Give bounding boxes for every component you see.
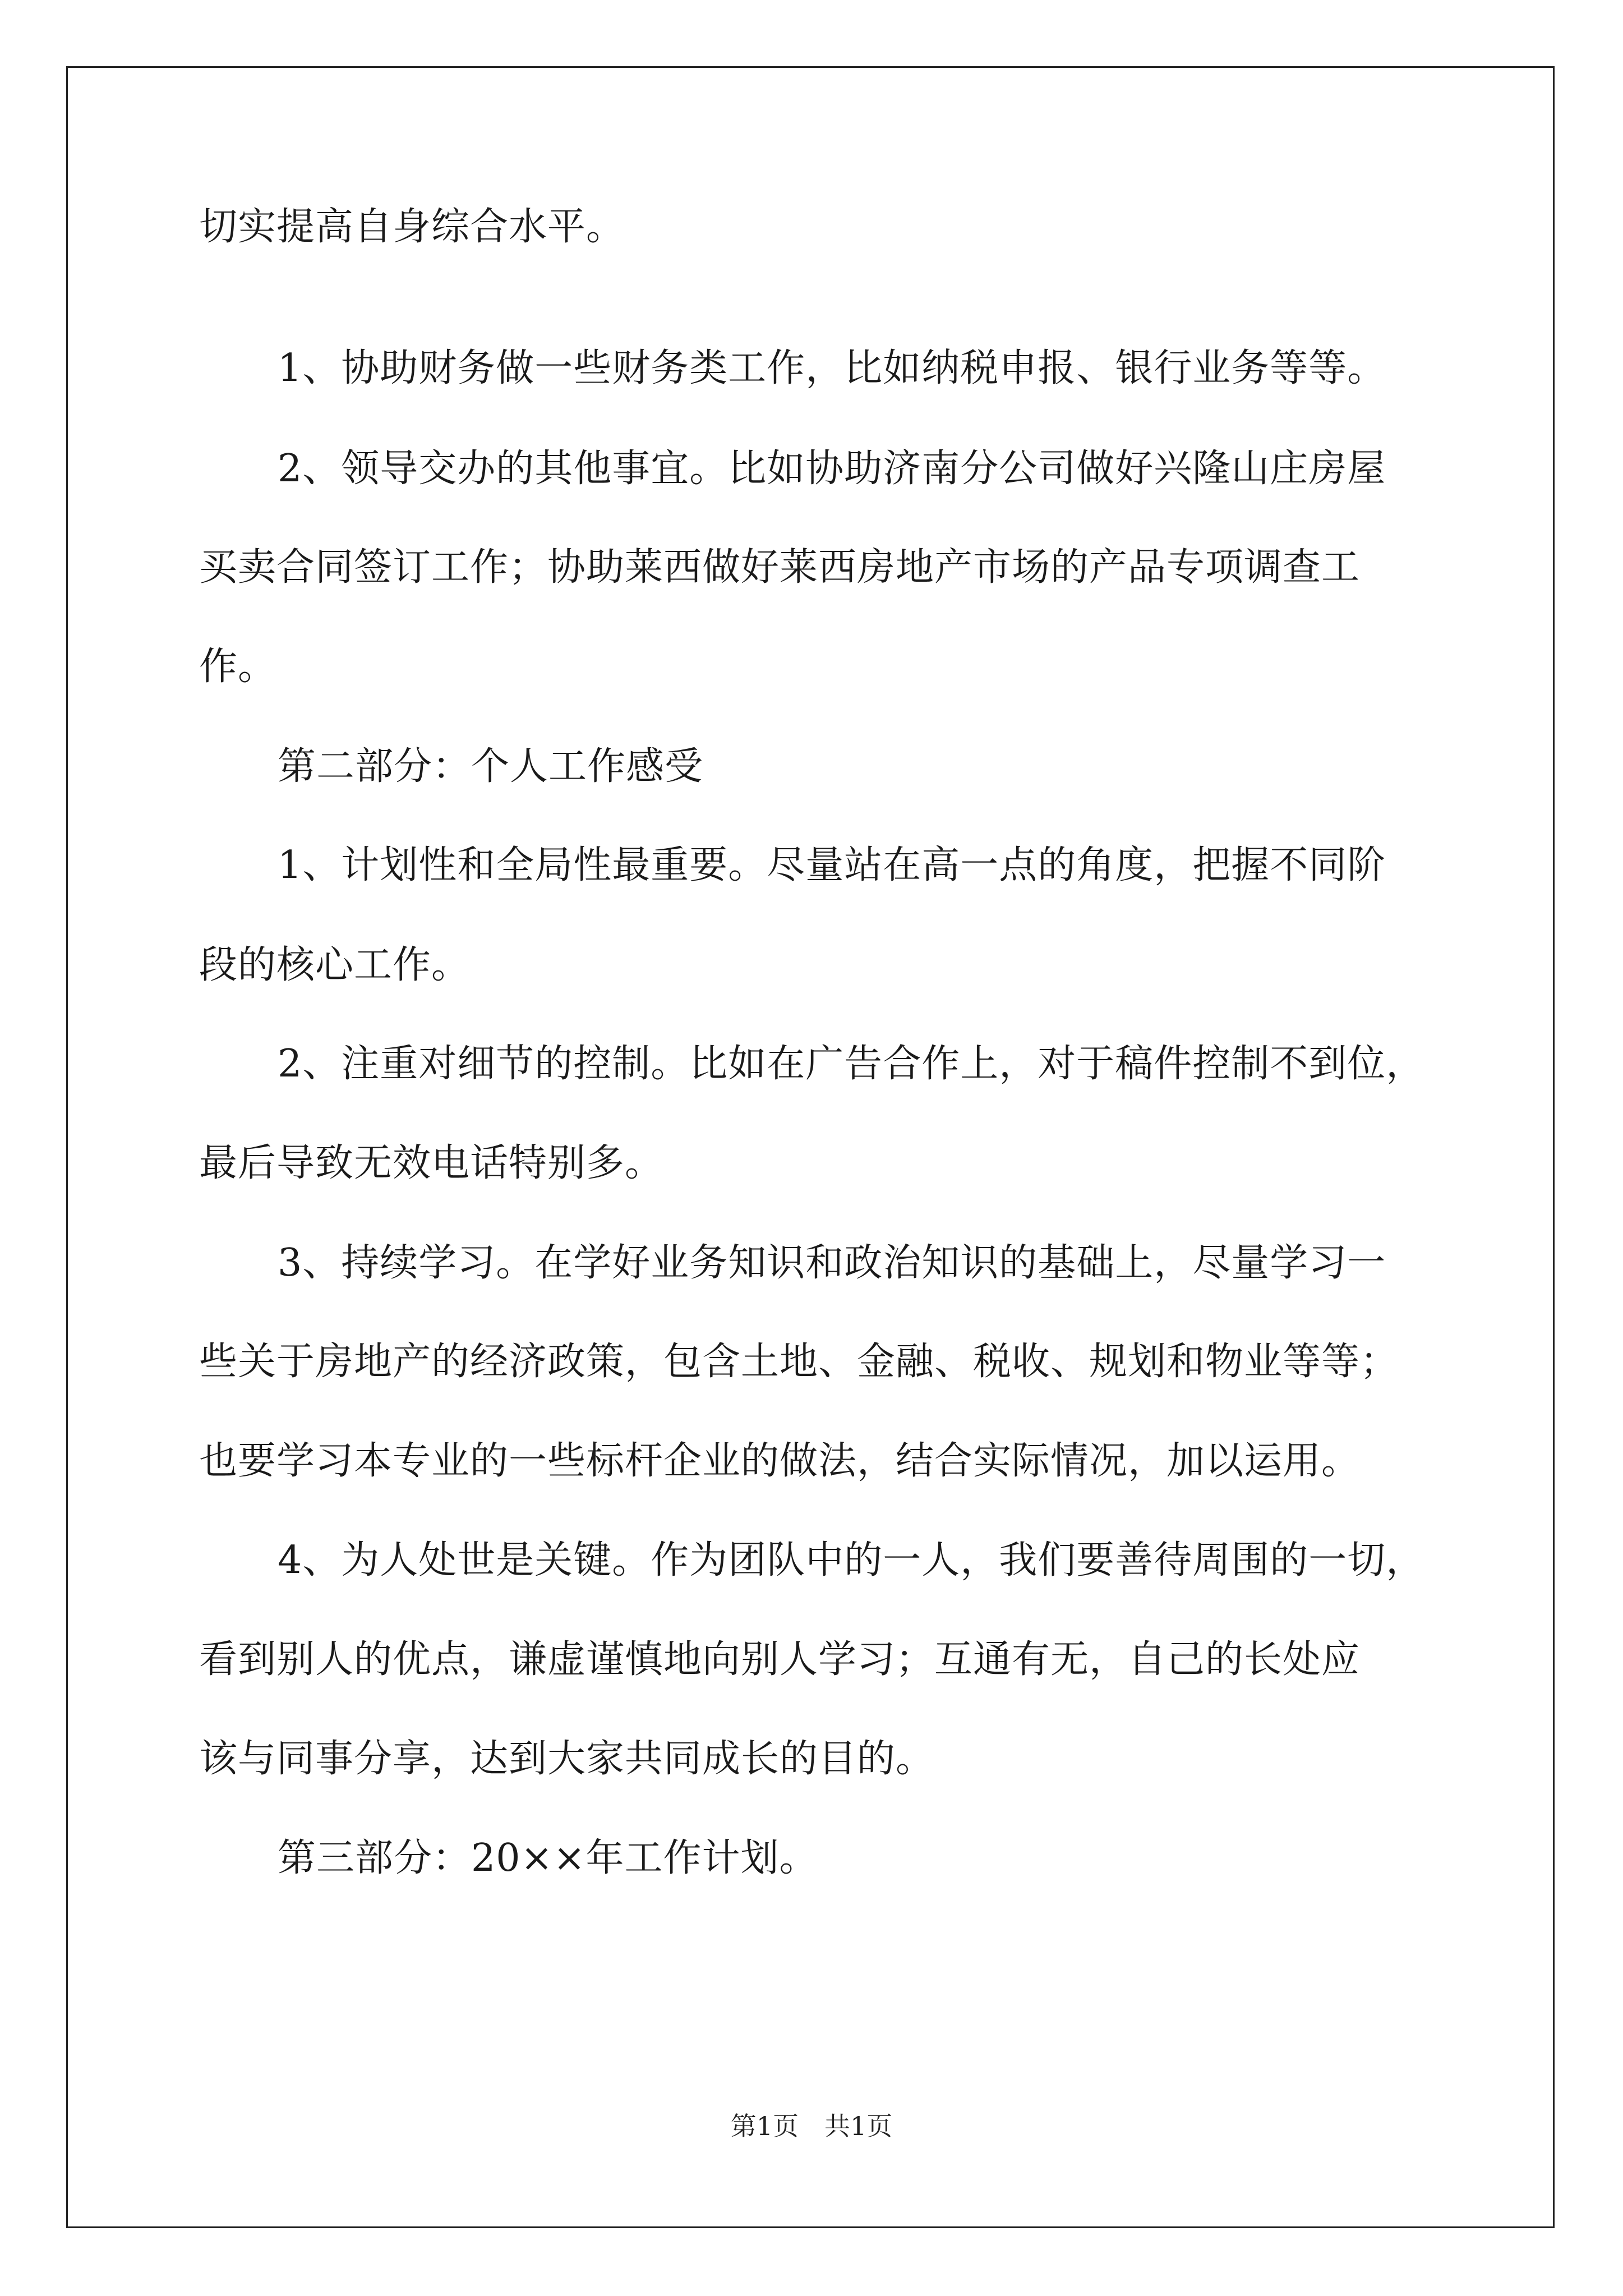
- text-line: 1、计划性和全局性最重要。尽量站在高一点的角度，把握不同阶: [278, 843, 1386, 887]
- text-line: 该与同事分享，达到大家共同成长的目的。: [199, 1737, 935, 1781]
- page-number: 第1页 共1页: [730, 2111, 893, 2141]
- text-line: 买卖合同签订工作；协助莱西做好莱西房地产市场的产品专项调查工: [199, 545, 1361, 590]
- text-line: 最后导致无效电话特别多。: [199, 1141, 664, 1185]
- text-line: 也要学习本专业的一些标杆企业的做法，结合实际情况，加以运用。: [199, 1439, 1361, 1483]
- text-line: 作。: [199, 645, 277, 689]
- text-line: 1、协助财务做一些财务类工作，比如纳税申报、银行业务等等。: [278, 346, 1386, 390]
- text-line: 看到别人的优点，谦虚谨慎地向别人学习；互通有无，自己的长处应: [199, 1637, 1361, 1682]
- text-line: 段的核心工作。: [199, 943, 471, 987]
- section-heading: 第二部分：个人工作感受: [278, 744, 704, 789]
- text-line: 2、领导交办的其他事宜。比如协助济南分公司做好兴隆山庄房屋: [278, 447, 1386, 491]
- text-line: 2、注重对细节的控制。比如在广告合作上，对于稿件控制不到位，: [278, 1042, 1425, 1086]
- text-line: 3、持续学习。在学好业务知识和政治知识的基础上，尽量学习一: [278, 1241, 1386, 1285]
- text-line: 些关于房地产的经济政策，包含土地、金融、税收、规划和物业等等；: [199, 1340, 1399, 1384]
- text-line: 4、为人处世是关键。作为团队中的一人，我们要善待周围的一切，: [278, 1538, 1425, 1582]
- section-heading: 第三部分：20××年工作计划。: [278, 1836, 818, 1880]
- text-line: 切实提高自身综合水平。: [199, 205, 625, 249]
